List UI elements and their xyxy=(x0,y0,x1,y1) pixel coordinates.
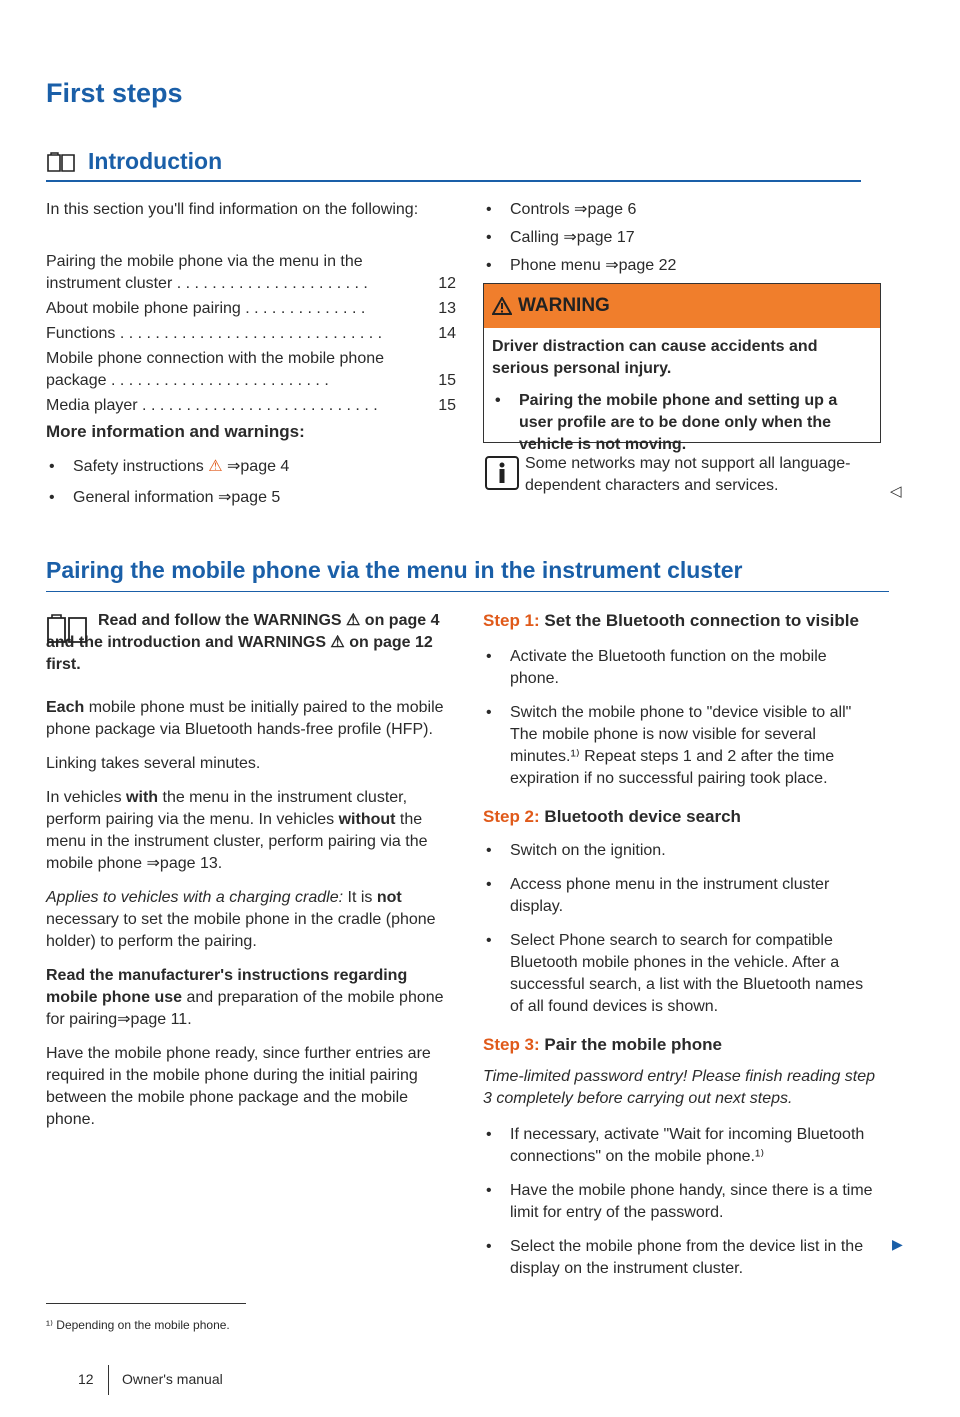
section-title: Pairing the mobile phone via the menu in the instrument cluster xyxy=(46,557,743,583)
list-item[interactable]: • General information ⇒page 5 xyxy=(46,487,456,509)
warning-triangle-icon: ⚠ xyxy=(208,458,223,475)
continue-arrow-icon: ▶ xyxy=(892,1236,903,1252)
footnote: ¹⁾ Depending on the mobile phone. xyxy=(46,1318,230,1332)
paragraph: Linking takes several minutes. xyxy=(46,755,261,772)
list-item[interactable]: • Calling ⇒page 17 xyxy=(483,227,878,249)
toc-page: 15 xyxy=(438,372,456,389)
book-icon xyxy=(46,152,76,174)
warning-box xyxy=(483,283,881,453)
warning-label: WARNING xyxy=(518,295,610,316)
intro-lead: In this section you'll find information on the following: xyxy=(46,201,419,218)
more-info-heading: More information and warnings: xyxy=(46,422,305,441)
toc-item[interactable]: Functions . . . . . . . . . . . . . . . . . . . . . . . . . . . . . . 14 xyxy=(46,323,456,345)
warning-headline: Driver distraction can cause accidents and serious personal injury. xyxy=(492,338,818,377)
steps-column xyxy=(483,610,878,1280)
list-item: • Access phone menu in the instrument cluster display. xyxy=(483,874,878,918)
list-item[interactable]: • Controls ⇒page 6 xyxy=(483,199,878,221)
section-body xyxy=(46,697,456,1131)
info-note xyxy=(483,453,878,497)
page-footer xyxy=(78,1371,223,1387)
paragraph: Applies to vehicles with a charging cradle: It is not necessary to set the mobile phone in the cradle (phone holder) to perform the pairing. xyxy=(46,889,436,950)
toc-page: 13 xyxy=(438,300,456,317)
list-item: • Select the mobile phone from the device list in the display on the instrument cluster. xyxy=(483,1236,878,1280)
step-1-heading: Step 1: Set the Bluetooth connection to visible xyxy=(483,611,859,630)
paragraph: Read the manufacturer's instructions regarding mobile phone use and preparation of the mobile phone for pairing⇒page 11. xyxy=(46,967,444,1028)
list-item: • Select Phone search to search for compatible Bluetooth mobile phones in the vehicle. After a successful search, a list with the Bluetooth names of all found devices is shown. xyxy=(483,930,878,1018)
warning-header xyxy=(484,284,880,328)
paragraph: Have the mobile phone ready, since further entries are required in the mobile phone during the initial pairing between the mobile phone package and the mobile phone. xyxy=(46,1045,431,1128)
toc-page: 14 xyxy=(438,325,456,342)
toc-list xyxy=(46,251,456,417)
info-icon xyxy=(485,456,519,490)
manual-title: Owner's manual xyxy=(122,1371,223,1387)
list-item[interactable]: • Safety instructions ⚠ ⇒page 4 xyxy=(46,456,456,478)
list-item: • Switch on the ignition. xyxy=(483,840,878,862)
time-limit-note: Time-limited password entry! Please finish reading step 3 completely before carrying out next steps. xyxy=(483,1068,876,1107)
warning-bullet: • Pairing the mobile phone and setting up a user profile are to be done only when the vehicle is not moving. xyxy=(492,390,872,456)
footer-divider xyxy=(108,1365,109,1395)
introduction-heading xyxy=(46,146,861,182)
more-info-list xyxy=(46,456,456,509)
read-note xyxy=(46,610,456,676)
list-item[interactable]: • Phone menu ⇒page 22 xyxy=(483,255,878,277)
list-item: • Have the mobile phone handy, since there is a time limit for entry of the password. xyxy=(483,1180,878,1224)
toc-page: 12 xyxy=(438,275,456,292)
toc-page: 15 xyxy=(438,397,456,414)
step-2-heading: Step 2: Bluetooth device search xyxy=(483,807,741,826)
read-note-text: Read and follow the WARNINGS ⚠ on page 4 and the introduction and WARNINGS ⚠ on page 12 first. xyxy=(46,612,440,673)
toc-item[interactable]: Pairing the mobile phone via the menu in the instrument cluster . . . . . . . . . . . . . . . . . . . . . . 12 xyxy=(46,251,456,295)
warning-triangle-icon xyxy=(492,297,512,315)
toc-item[interactable]: Media player . . . . . . . . . . . . . . . . . . . . . . . . . . . 15 xyxy=(46,395,456,417)
list-item: • If necessary, activate "Wait for incoming Bluetooth connections" on the mobile phone.¹⁾ xyxy=(483,1124,878,1168)
step-3-heading: Step 3: Pair the mobile phone xyxy=(483,1035,723,1054)
toc-item[interactable]: Mobile phone connection with the mobile phone package . . . . . . . . . . . . . . . . . . . . . . . . . 15 xyxy=(46,348,456,392)
list-item: • Activate the Bluetooth function on the mobile phone. xyxy=(483,646,878,690)
paragraph: Each mobile phone must be initially paired to the mobile phone package via Bluetooth hands-free profile (HFP). xyxy=(46,699,444,738)
page-number: 12 xyxy=(78,1371,94,1387)
list-item: • Switch the mobile phone to "device visible to all" The mobile phone is now visible for several minutes.¹⁾ Repeat steps 1 and 2 after the time expiration if no successful pairing took place. xyxy=(483,702,878,790)
note-text: Some networks may not support all language-dependent characters and services. xyxy=(525,455,851,494)
footnote-divider xyxy=(46,1303,246,1304)
toc-item[interactable]: About mobile phone pairing . . . . . . . . . . . . . . 13 xyxy=(46,298,456,320)
chapter-title: First steps xyxy=(46,78,183,108)
paragraph: In vehicles with the menu in the instrument cluster, perform pairing via the menu. In vehicles without the menu in the instrument cluster, perform pairing via the mobile phone ⇒page 13. xyxy=(46,789,428,872)
section-heading xyxy=(46,557,889,592)
introduction-title: Introduction xyxy=(88,148,223,174)
back-arrow-icon: ◁ xyxy=(890,483,902,500)
book-icon xyxy=(46,614,88,644)
right-ref-list xyxy=(483,199,878,277)
